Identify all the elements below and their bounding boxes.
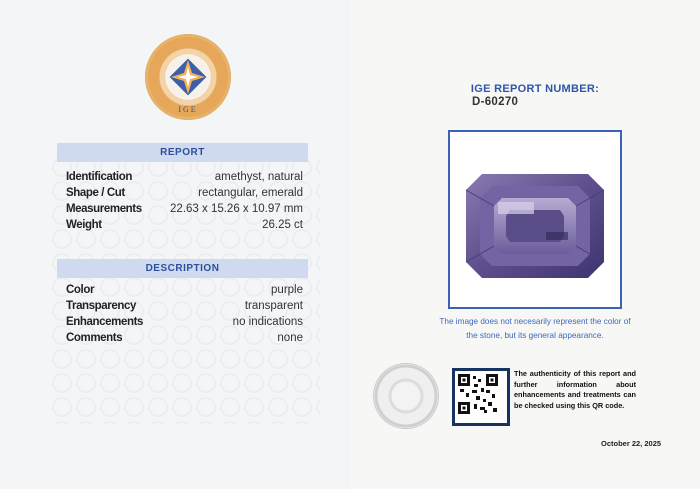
disclaimer-line-2: the stone, but its general appearance.: [466, 331, 604, 340]
report-section-header: REPORT: [57, 143, 308, 162]
row-label: Weight: [66, 219, 102, 231]
description-section-header: DESCRIPTION: [57, 259, 308, 278]
ige-seal-logo: [145, 34, 231, 120]
row-value: transparent: [244, 300, 303, 312]
row-value: no indications: [232, 316, 303, 328]
row-value: 26.25 ct: [262, 219, 303, 231]
qr-code-pattern: [458, 374, 498, 414]
report-number-title: IGE REPORT NUMBER:: [470, 83, 600, 95]
row-label: Transparency: [66, 300, 136, 312]
report-row-shape-cut: [66, 185, 303, 201]
row-label: Identification: [66, 171, 132, 183]
report-row-identification: [66, 169, 303, 185]
seal-text: IGE: [178, 105, 198, 114]
report-row-measurements: [66, 201, 303, 217]
photo-disclaimer: [415, 315, 655, 343]
report-row-weight: [66, 217, 303, 233]
description-row-comments: [66, 330, 303, 346]
report-date: October 22, 2025: [601, 439, 662, 448]
embossed-seal-stamp: [374, 364, 438, 428]
emerald-cut-amethyst-image: [450, 132, 620, 307]
report-number: D-60270: [472, 96, 519, 108]
disclaimer-line-1: The image does not necesarily represent the color of: [439, 317, 631, 326]
authenticity-note: The authenticity of this report and further information about enhancements and treatments can be checked using this QR code.: [514, 369, 636, 410]
row-label: Enhancements: [66, 316, 144, 328]
row-label: Measurements: [66, 203, 142, 215]
description-row-color: [66, 282, 303, 298]
row-value: purple: [271, 284, 303, 296]
row-label: Shape / Cut: [66, 187, 125, 199]
row-value: 22.63 x 15.26 x 10.97 mm: [170, 203, 303, 215]
qr-code-icon[interactable]: [452, 368, 510, 426]
row-value: none: [277, 332, 303, 344]
row-label: Comments: [66, 332, 123, 344]
row-label: Color: [66, 284, 95, 296]
description-row-transparency: [66, 298, 303, 314]
description-row-enhancements: [66, 314, 303, 330]
row-value: amethyst, natural: [214, 171, 303, 183]
gemstone-photo: [448, 130, 622, 309]
row-value: rectangular, emerald: [198, 187, 303, 199]
